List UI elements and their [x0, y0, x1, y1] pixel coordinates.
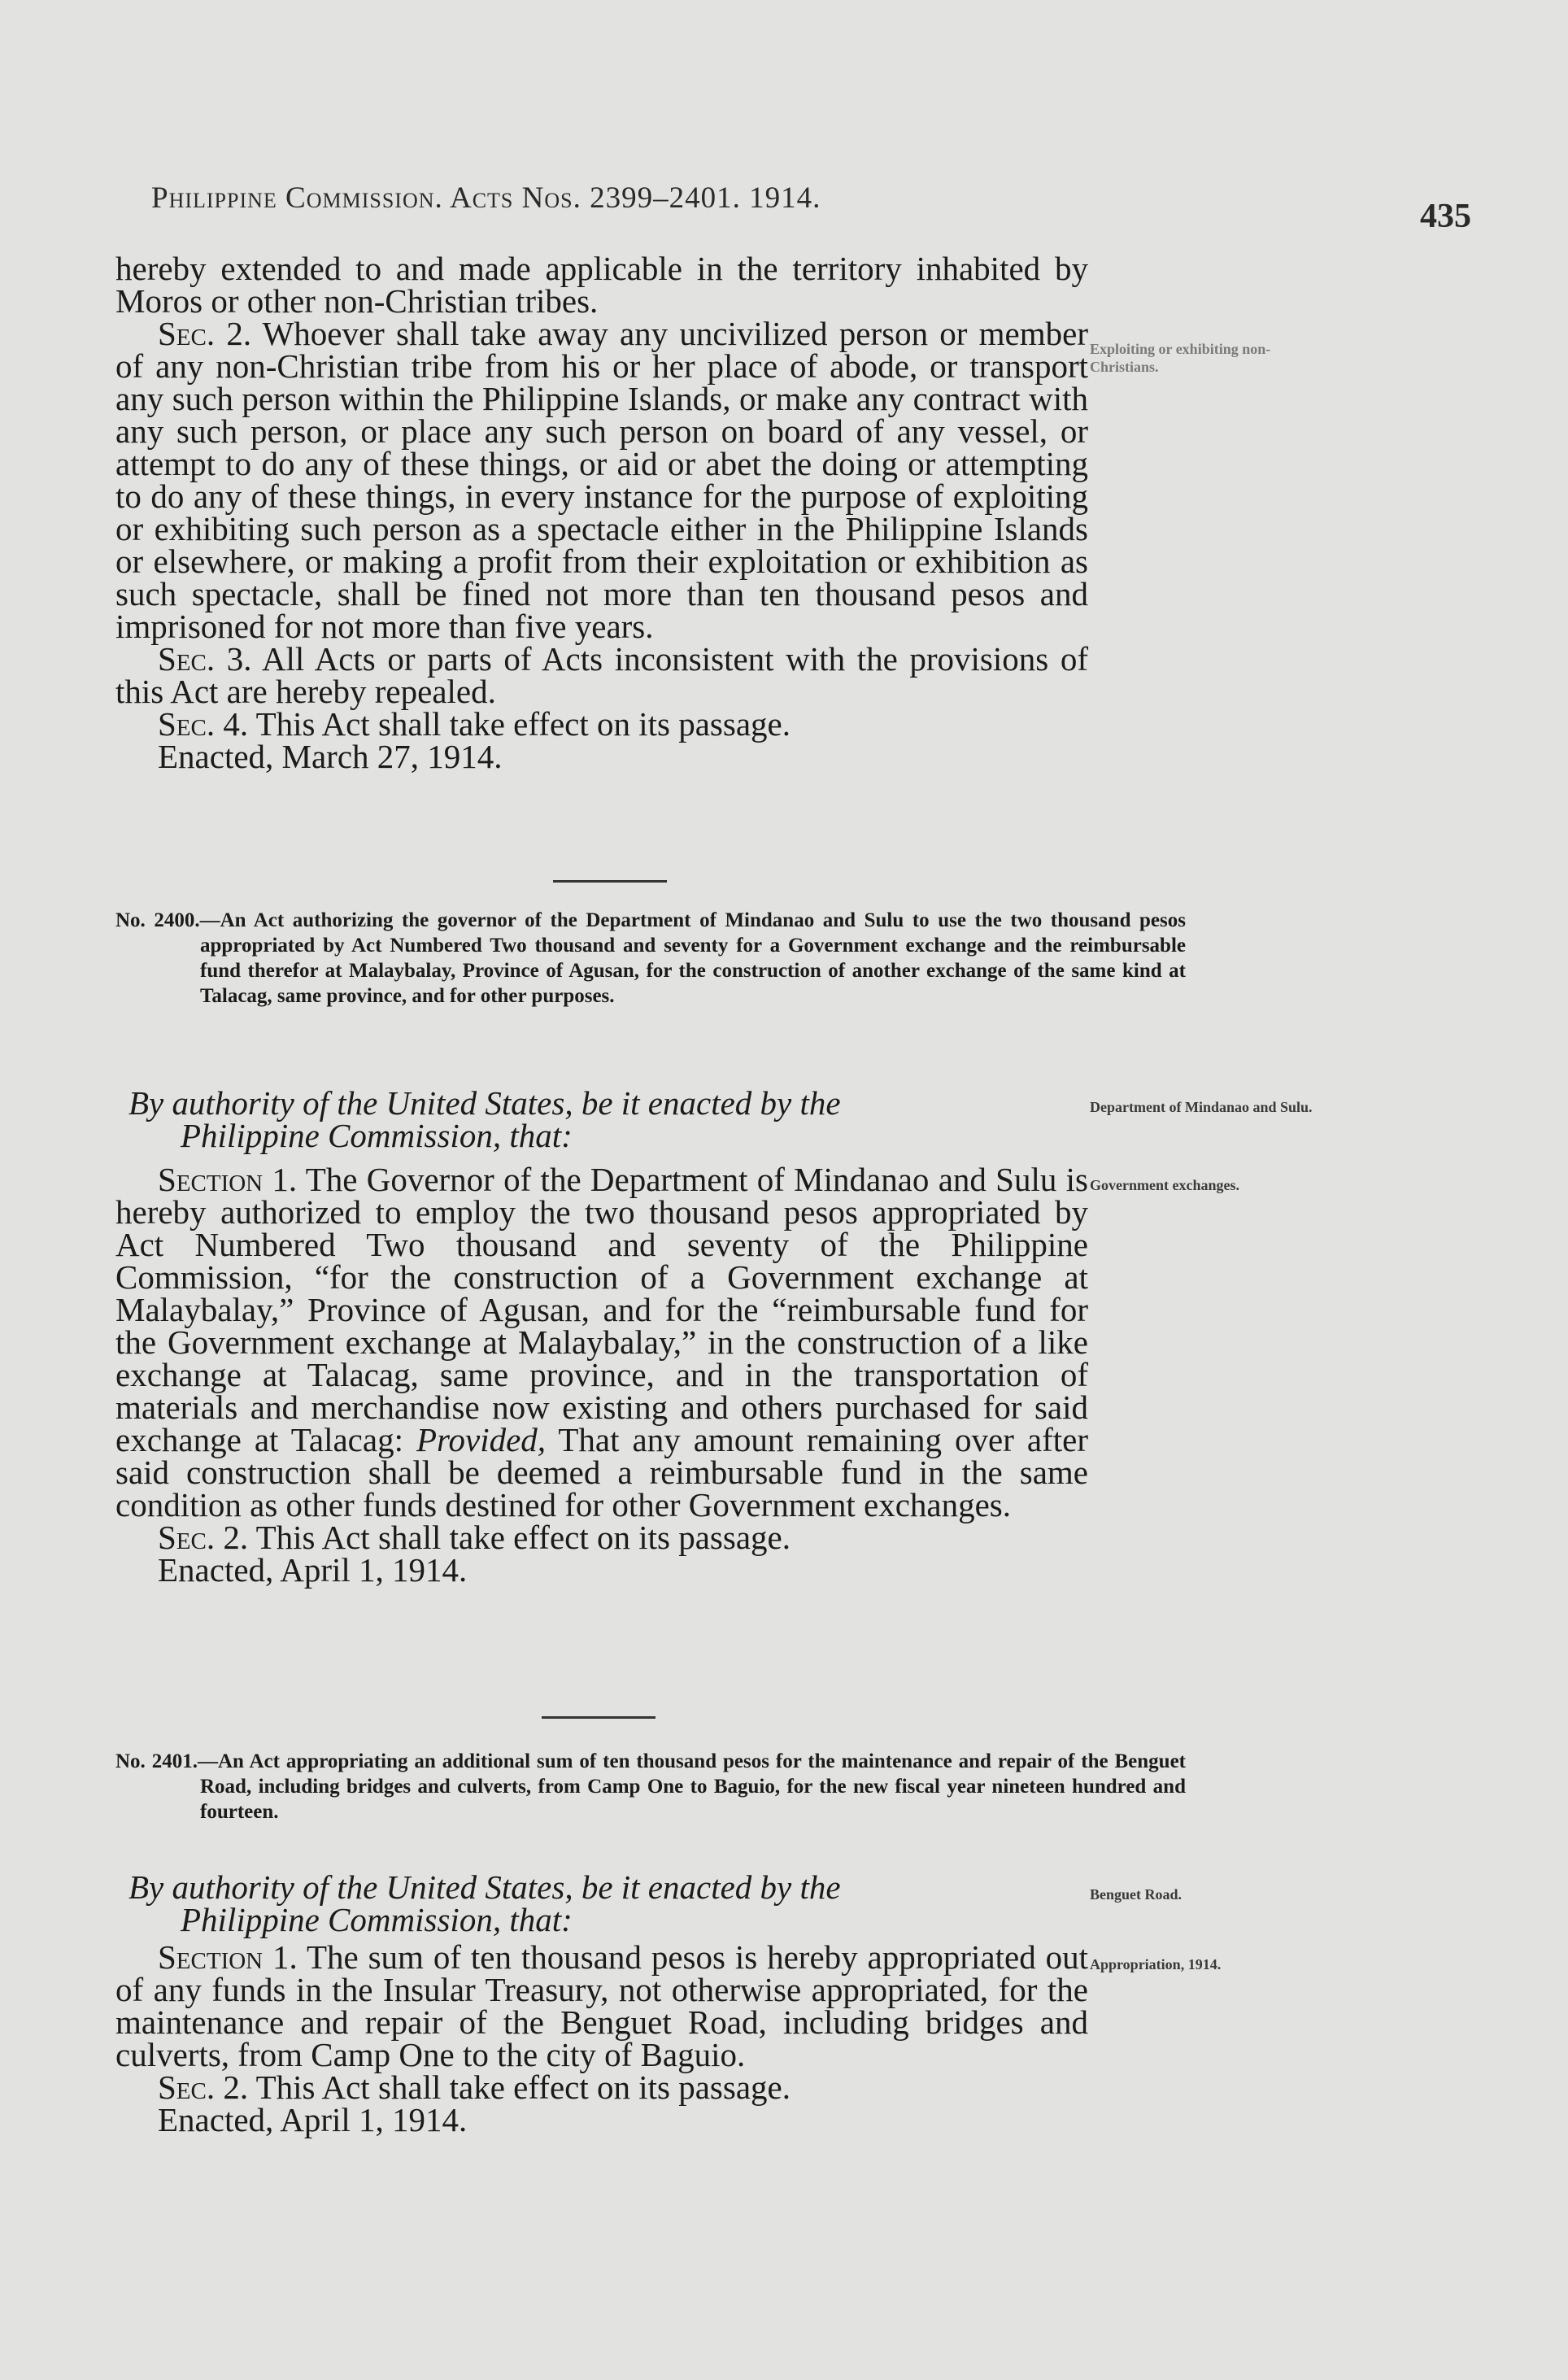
provided-term: Provided,: [416, 1421, 547, 1458]
section-label: Section 1.: [158, 1938, 298, 1976]
margin-note-benguet-road: Benguet Road.: [1090, 1886, 1183, 1903]
act-2400-enacting-clause: [128, 1084, 1088, 1154]
act-2400-body: [115, 1161, 1088, 1589]
section-label: Sec. 2.: [158, 1519, 249, 1556]
act-2401-section-2: [115, 2068, 1088, 2106]
act-2399-enacted: Enacted, March 27, 1914.: [158, 738, 503, 775]
margin-note-exchanges: Government exchanges.: [1090, 1177, 1239, 1193]
act-2400-title: No. 2400.—An Act authorizing the governor of the Department of Mindanao and Sulu to use the two thousand pesos appropriated by Act Numbered Two thousand and seventy for a Government exchange and the reimbursable fund therefor at Malaybalay, Province of Agusan, for the construction of another exchange of the same kind at Talacag, same province, and for other purposes.: [115, 909, 1186, 1007]
act-2401-section-1: [115, 1938, 1089, 2073]
act-2401-body: [115, 1938, 1089, 2138]
section-label: Sec. 3.: [158, 640, 252, 678]
enacting-line-2: Philippine Commission, that:: [181, 1117, 573, 1154]
enacting-line-2: Philippine Commission, that:: [181, 1901, 573, 1938]
margin-note-appropriation: Appropriation, 1914.: [1090, 1956, 1222, 1972]
section-text: The sum of ten thousand pesos is hereby appropriated out of any funds in the Insular Treasury, not otherwise appropriated, for the maintenance and repair of the Benguet Road, including bridges and culverts, from Camp One to the city of Baguio.: [115, 1938, 1089, 2073]
act-2401-title: No. 2401.—An Act appropriating an additional sum of ten thousand pesos for the maintenance and repair of the Benguet Road, including bridges and culverts, from Camp One to Baguio, for the new fiscal year nineteen hundred and fourteen.: [115, 1750, 1186, 1823]
section-label: Sec. 2.: [158, 2068, 249, 2106]
running-head: Philippine Commission. Acts Nos. 2399–2401. 1914.: [151, 181, 821, 215]
page-number: 435: [1420, 198, 1471, 235]
margin-note-department: Department of Mindanao and Sulu.: [1090, 1099, 1313, 1115]
section-text: All Acts or parts of Acts inconsistent with the provisions of this Act are hereby repealed.: [115, 640, 1089, 710]
section-divider: [542, 1716, 656, 1719]
enacting-line-1: By authority of the United States, be it enacted by the: [128, 1084, 841, 1122]
act-2400-enacted: Enacted, April 1, 1914.: [158, 1551, 468, 1589]
act-2401-enacted: Enacted, April 1, 1914.: [158, 2101, 468, 2138]
margin-note-exploiting: Exploiting or exhibiting non-Christians.: [1090, 341, 1271, 375]
act-2399-section-2: [115, 317, 1088, 643]
act-2399-paragraph: hereby extended to and made applicable in the territory inhabited by Moros or other non-Christian tribes.: [115, 250, 1088, 320]
act-2399-section-3: [115, 640, 1089, 710]
act-2400-section-2: [115, 1521, 1088, 1554]
enacting-line-1: By authority of the United States, be it enacted by the: [128, 1868, 841, 1906]
section-divider: [553, 880, 667, 883]
act-2400-section-1: [115, 1163, 1088, 1521]
section-text: The Governor of the Department of Mindanao and Sulu is hereby authorized to employ the two thousand pesos appropriated by Act Numbered Two thousand and seventy of the Philippine Commission, “for the construction of a Government exchange at Malaybalay,” Province of Agusan, and for the “reimbursable fund for the Government exchange at Malaybalay,” in the construction of a like exchange at Talacag, same province, and in the transportation of materials and merchandise now existing and others purchased for said exchange at Talacag:: [115, 1161, 1088, 1458]
act-2399-continuation: [115, 252, 1088, 773]
section-text: Whoever shall take away any uncivilized person or member of any non-Christian tribe from his or her place of abode, or transport any such person within the Philippine Islands, or make any contract with any such person, or place any such person on board of any vessel, or attempt to do any of these things, or aid or abet the doing or attempting to do any of these things, in every instance for the purpose of exploiting or exhibiting such person as a spectacle either in the Philippine Islands or elsewhere, or making a profit from their exploitation or exhibition as such spectacle, shall be fined not more than ten thousand pesos and imprisoned for not more than five years.: [115, 315, 1088, 645]
section-text: This Act shall take effect on its passage.: [255, 2068, 791, 2106]
section-label: Sec. 4.: [158, 705, 249, 743]
section-text: This Act shall take effect on its passage.: [255, 705, 791, 743]
section-text: That any amount remaining over after said construction shall be deemed a reimbursable fund in the same condition as other funds destined for other Government exchanges.: [115, 1421, 1088, 1523]
act-2399-section-4: [115, 705, 1088, 743]
act-2401-enacting-clause: [128, 1868, 1088, 1938]
section-label: Section 1.: [158, 1161, 298, 1198]
section-text: This Act shall take effect on its passage.: [255, 1519, 791, 1556]
section-label: Sec. 2.: [158, 315, 252, 352]
